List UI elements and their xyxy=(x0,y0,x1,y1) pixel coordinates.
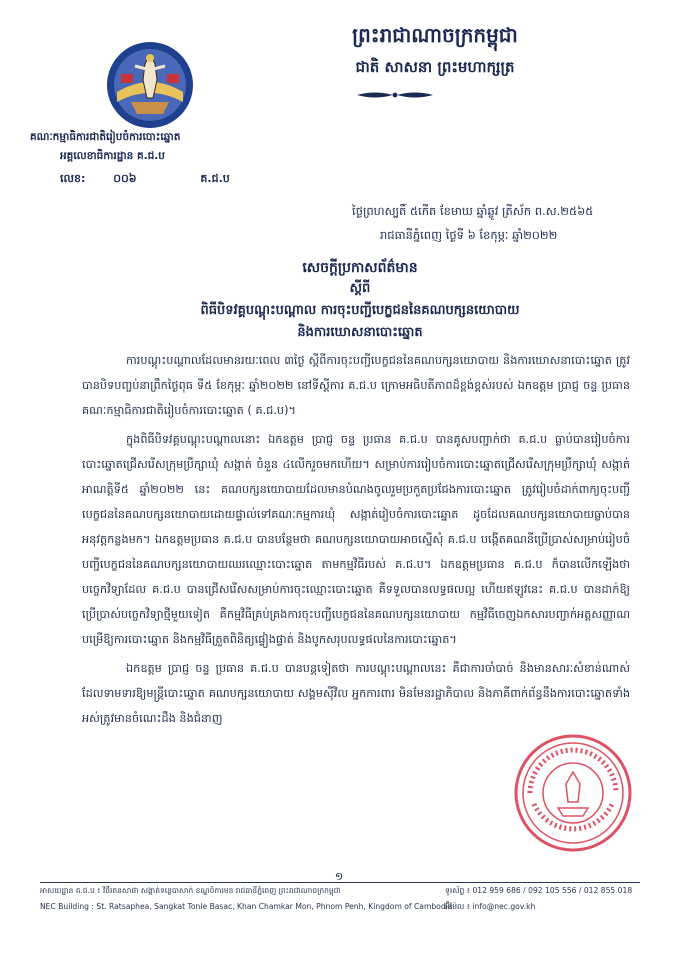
ref-number: ០០៦ xyxy=(113,172,137,185)
footer-address-english: NEC Building : St. Ratsaphea, Sangkat Tonle Basac, Khan Chamkar Mon, Phnom Penh, Kingdom of Cambodia xyxy=(40,902,453,911)
footer-divider xyxy=(40,882,640,883)
document-title xyxy=(150,258,570,346)
title-line-press-release: សេចក្តីប្រកាសព័ត៌មាន xyxy=(302,260,418,276)
issuing-secretariat: អគ្គលេខាធិការដ្ឋាន គ.ជ.ប xyxy=(60,150,165,162)
footer-address-khmer: អាសយដ្ឋាន គ.ជ.ប ៖ វិថីរតនសាផា សង្កាត់ទន្លេបាសាក់ ខណ្ឌចំការមន រាជធានីភ្នំពេញ ព្រះរាជាណាចក្រកម្ពុជា xyxy=(40,886,341,895)
issuing-committee: គណៈកម្មាធិការជាតិរៀបចំការបោះឆ្នោត xyxy=(30,131,181,143)
ref-label: លេខ: xyxy=(60,172,86,185)
title-line-regarding: ស្តីពី xyxy=(349,281,371,296)
kingdom-heading: ព្រះរាជាណាចក្រកម្ពុជា xyxy=(352,23,518,47)
title-line-subject-cont: និងការឃោសនាបោះឆ្នោត xyxy=(297,325,423,340)
official-stamp-icon xyxy=(512,732,634,854)
title-line-subject: ពិធីបិទវគ្គបណ្តុះបណ្តាល ការចុះបញ្ជីបេក្ខជននៃគណបក្សនយោបាយ xyxy=(200,303,520,318)
decorative-divider-icon xyxy=(355,88,435,102)
ref-suffix: គ.ជ.ប xyxy=(200,172,230,185)
reference-number xyxy=(60,172,230,188)
lunar-date: ថ្ងៃព្រហស្បតិ៍ ៥កើត ខែមាឃ ឆ្នាំឆ្លូវ ត្រីស័ក ព.ស.២៥៦៥ xyxy=(352,204,594,218)
paragraph-3: ឯកឧត្តម ប្រាជ្ញ ចន្ទ ប្រធាន គ.ជ.ប បានបន្តទៀតថា ការបណ្តុះបណ្តាលនេះ គឺជាការចាំបាច់ និងមានសារៈសំខាន់ណាស់ ដែលទាមទារឱ្យមន្ត្រីបោះឆ្នោត គណបក្សនយោបាយ សង្គមស៊ីវិល អ្នកការពារ មិនមែនរដ្ឋាភិបាល និងភាគីពាក់ព័ន្ធនឹងការបោះឆ្នោតទាំងអស់ត្រូវមានចំណេះដឹង និងជំនាញ xyxy=(82,662,630,725)
paragraph-1: ការបណ្តុះបណ្តាលដែលមានរយៈពេល ៣ថ្ងៃ ស្តីពីការចុះបញ្ជីបេក្ខជននៃគណបក្សនយោបាយ និងការឃោសនាបោះឆ្នោត ត្រូវបានបិទបញ្ចប់នាព្រឹកថ្ងៃពុធ ទី៥ ខែកុម្ភៈ ឆ្នាំ២០២២ នៅទីស្តីការ គ.ជ.ប ក្រោមអធិបតីភាពដ៏ខ្ពង់ខ្ពស់របស់ ឯកឧត្តម ប្រាជ្ញ ចន្ទ ប្រធានគណៈកម្មាធិការជាតិរៀបចំការបោះឆ្នោត ( គ.ជ.ប)។ xyxy=(82,354,630,417)
solar-date: រាជធានីភ្នំពេញ ថ្ងៃទី ៦ ខែកុម្ភៈ ឆ្នាំ២០២២ xyxy=(380,228,558,242)
footer-phone: ទូរស័ព្ទ ៖ 012 959 686 / 092 105 556 / 012 855 018 xyxy=(445,886,633,895)
document-body xyxy=(82,348,630,735)
nec-logo-emblem xyxy=(105,40,195,130)
paragraph-2: ក្នុងពិធីបិទវគ្គបណ្តុះបណ្តាលនោះ ឯកឧត្តម ប្រាជ្ញ ចន្ទ ប្រធាន គ.ជ.ប បានគូសបញ្ជាក់ថា គ.ជ.ប ធ្លាប់បានរៀបចំការបោះឆ្នោតជ្រើសរើសក្រុមប្រឹក្សាឃុំ សង្កាត់ ចំនួន ៤លើករួចមកហើយ។ សម្រាប់ការរៀបចំការបោះឆ្នោតជ្រើសរើសក្រុមប្រឹក្សាឃុំ សង្កាត់ អាណត្តិទី៥ ឆ្នាំ២០២២ នេះ គណបក្សនយោបាយដែលមានបំណងចូលរួមប្រកួតប្រជែងការបោះឆ្នោត ត្រូវរៀបចំដាក់ពាក្យចុះបញ្ជីបេក្ខជននៃគណបក្សនយោបាយដោយផ្ទាល់ទៅគណៈកម្មការឃុំ សង្កាត់រៀបចំការបោះឆ្នោត ដូចដែលគណបក្សនយោបាយធ្លាប់បានអនុវត្តកន្លងមក។ ឯកឧត្តមប្រធាន គ.ជ.ប បានបន្ថែមថា គណបក្សនយោបាយអាចស្នើសុំ គ.ជ.ប បង្កើតគណនីប្រើប្រាស់សម្រាប់រៀបចំបញ្ជីបេក្ខជននៃគណបក្សនយោបាយឈរឈ្មោះបោះឆ្នោត តាមកម្មវិធីរបស់ គ.ជ.ប។ ឯកឧត្តមប្រធាន គ.ជ.ប ក៏បានលើកឡើងថា បច្ចេកវិទ្យាដែល គ.ជ.ប បានជ្រើសរើសសម្រាប់ការចុះឈ្មោះបោះឆ្នោត គឺទទួលបានលទ្ធផលល្អ ហើយឥឡូវនេះ គ.ជ.ប បានដាក់ឱ្យប្រើប្រាស់បច្ចេកវិទ្យាថ្មីមួយទៀត គឺកម្មវិធីគ្រប់គ្រងការចុះបញ្ជីបេក្ខជននៃគណបក្សនយោបាយ កម្មវិធីចេញឯកសារបញ្ជាក់អត្តសញ្ញាណបម្រើឱ្យការបោះឆ្នោត និងកម្មវិធីត្រួតពិនិត្យផ្ទៀងផ្ទាត់ និងបូកសរុបលទ្ធផលនៃការបោះឆ្នោត។ xyxy=(82,433,630,646)
page-number: ១ xyxy=(334,870,344,883)
footer-email: អ៊ីម៉ែល ៖ info@nec.gov.kh xyxy=(445,902,536,911)
national-motto: ជាតិ សាសនា ព្រះមហាក្សត្រ xyxy=(355,58,515,76)
